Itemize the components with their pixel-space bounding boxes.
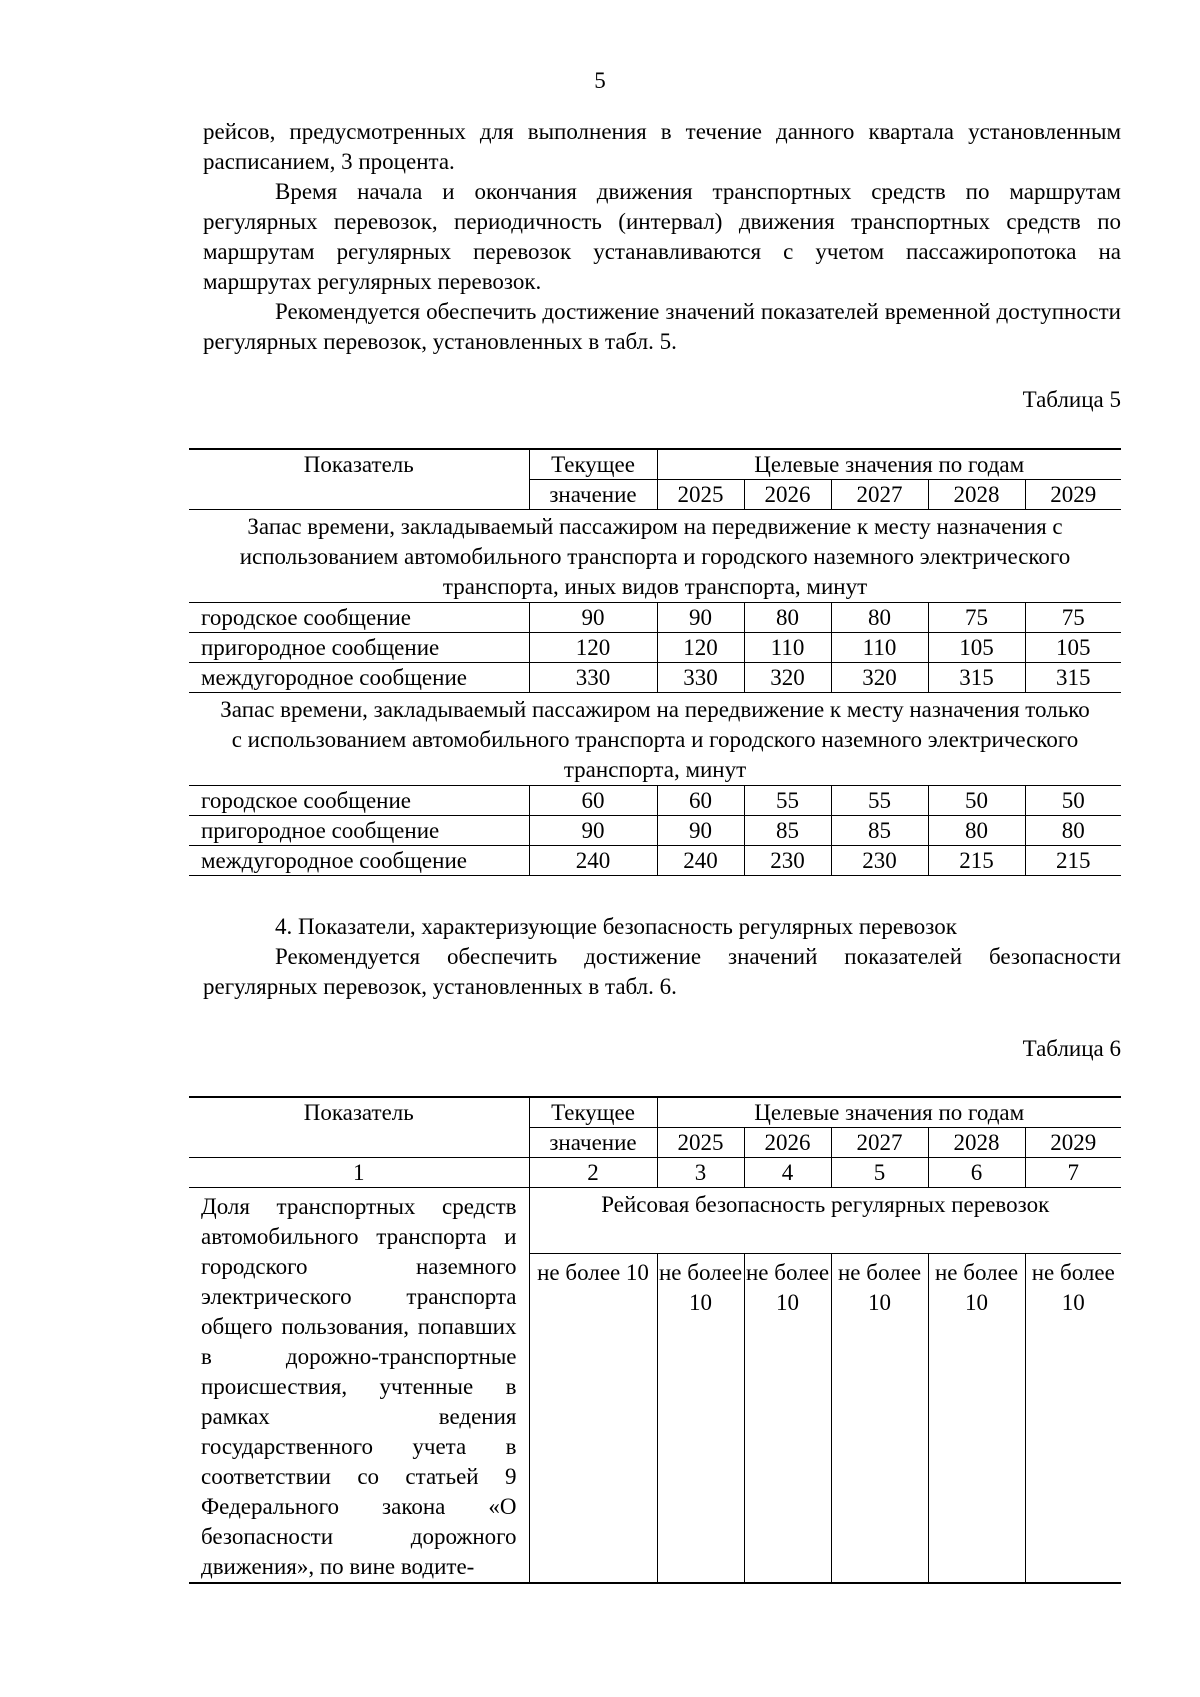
table5: [189, 448, 1121, 876]
table6-year: 2027: [831, 1128, 928, 1158]
cell: 85: [831, 816, 928, 846]
cell: 240: [529, 846, 657, 876]
table6-year: 2028: [928, 1128, 1025, 1158]
table6-header-current-2: значение: [529, 1128, 657, 1158]
cell: 80: [1025, 816, 1121, 846]
cell: 80: [831, 603, 928, 633]
paragraph-table6-intro: Рекомендуется обеспечить достижение значений показателей безопасности регулярных перевозок, установленных в табл. 6.: [203, 944, 1121, 999]
cell: 110: [744, 633, 831, 663]
table5-caption: Таблица 5: [1022, 387, 1121, 412]
table-row: [189, 846, 1121, 876]
cell: 330: [529, 663, 657, 693]
cell: не более 10: [928, 1253, 1025, 1583]
section-4-heading: 4. Показатели, характеризующие безопасность регулярных перевозок: [275, 914, 957, 939]
cell: 90: [529, 603, 657, 633]
row-label: городское сообщение: [189, 603, 529, 633]
paragraph-continuation: рейсов, предусмотренных для выполнения в течение данного квартала установленным расписанием, 3 процента.: [203, 119, 1121, 174]
cell: 230: [744, 846, 831, 876]
cell: 315: [1025, 663, 1121, 693]
cell: 80: [928, 816, 1025, 846]
column-number: 6: [928, 1158, 1025, 1188]
cell: 90: [529, 816, 657, 846]
cell: 105: [1025, 633, 1121, 663]
cell: 330: [657, 663, 744, 693]
table6-year: 2026: [744, 1128, 831, 1158]
table-row: [189, 786, 1121, 816]
table6-indicator-text: Доля транспортных средств автомобильного транспорта и городского наземного электрического транспорта общего пользования, попавших в дорожно-транспортные происшествия, учтенные в рамках ведения государственного учета в соответствии со статьей 9 Федерального закона «О безопасности дорожного движения», по вине водите-: [189, 1188, 529, 1584]
table5-year: 2028: [928, 480, 1025, 510]
cell: 315: [928, 663, 1025, 693]
column-number: 1: [189, 1158, 529, 1188]
cell: 215: [928, 846, 1025, 876]
cell: 230: [831, 846, 928, 876]
cell: не более 10: [831, 1253, 928, 1583]
cell: не более 10: [657, 1253, 744, 1583]
cell: 90: [657, 603, 744, 633]
cell: 60: [529, 786, 657, 816]
table-row: [189, 663, 1121, 693]
cell: 320: [744, 663, 831, 693]
row-label: пригородное сообщение: [189, 633, 529, 663]
cell: не более 10: [1025, 1253, 1121, 1583]
row-label: пригородное сообщение: [189, 816, 529, 846]
cell: 215: [1025, 846, 1121, 876]
cell: не более 10: [529, 1253, 657, 1583]
cell: 85: [744, 816, 831, 846]
table5-header-target: Целевые значения по годам: [657, 449, 1121, 480]
table6-header-current-1: Текущее: [529, 1097, 657, 1128]
table5-section2-title: Запас времени, закладываемый пассажиром на передвижение к месту назначения только с использованием автомобильного транспорта и городского наземного электрического транспорта, минут: [189, 693, 1121, 786]
cell: 50: [928, 786, 1025, 816]
table6-header-target: Целевые значения по годам: [657, 1097, 1121, 1128]
table-row: [189, 1188, 1121, 1254]
cell: 60: [657, 786, 744, 816]
row-label: междугородное сообщение: [189, 846, 529, 876]
table6: [189, 1096, 1121, 1584]
row-label: городское сообщение: [189, 786, 529, 816]
table-row: [189, 816, 1121, 846]
cell: 320: [831, 663, 928, 693]
cell: 120: [657, 633, 744, 663]
column-number: 2: [529, 1158, 657, 1188]
table5-year: 2029: [1025, 480, 1121, 510]
cell: 120: [529, 633, 657, 663]
row-label: междугородное сообщение: [189, 663, 529, 693]
table-row: [189, 633, 1121, 663]
table5-year: 2025: [657, 480, 744, 510]
cell: 105: [928, 633, 1025, 663]
column-number: 3: [657, 1158, 744, 1188]
cell: 75: [1025, 603, 1121, 633]
cell: 55: [831, 786, 928, 816]
column-number: 7: [1025, 1158, 1121, 1188]
table6-section-title: Рейсовая безопасность регулярных перевозок: [529, 1188, 1121, 1254]
table5-header-current-1: Текущее: [529, 449, 657, 480]
table5-year: 2026: [744, 480, 831, 510]
cell: 50: [1025, 786, 1121, 816]
table6-year: 2029: [1025, 1128, 1121, 1158]
table6-year: 2025: [657, 1128, 744, 1158]
table-row: [189, 603, 1121, 633]
cell: не более 10: [744, 1253, 831, 1583]
cell: 90: [657, 816, 744, 846]
table6-caption: Таблица 6: [1022, 1036, 1121, 1061]
paragraph-table5-intro: Рекомендуется обеспечить достижение значений показателей временной доступности регулярных перевозок, установленных в табл. 5.: [203, 299, 1121, 354]
cell: 110: [831, 633, 928, 663]
column-number: 5: [831, 1158, 928, 1188]
table6-header-indicator: Показатель: [189, 1097, 529, 1158]
table5-header-current-2: значение: [529, 480, 657, 510]
cell: 55: [744, 786, 831, 816]
table5-header-indicator: Показатель: [189, 449, 529, 510]
column-number: 4: [744, 1158, 831, 1188]
cell: 240: [657, 846, 744, 876]
table5-year: 2027: [831, 480, 928, 510]
table5-section1-title: Запас времени, закладываемый пассажиром на передвижение к месту назначения с использованием автомобильного транспорта и городского наземного электрического транспорта, иных видов транспорта, минут: [189, 510, 1121, 603]
cell: 75: [928, 603, 1025, 633]
paragraph-schedule-time: Время начала и окончания движения транспортных средств по маршрутам регулярных перевозок, периодичность (интервал) движения транспортных средств по маршрутам регулярных перевозок устанавливаются с учетом пассажиропотока на маршрутах регулярных перевозок.: [203, 179, 1121, 294]
page-number: 5: [594, 68, 606, 93]
cell: 80: [744, 603, 831, 633]
table6-column-numbers: [189, 1158, 1121, 1188]
